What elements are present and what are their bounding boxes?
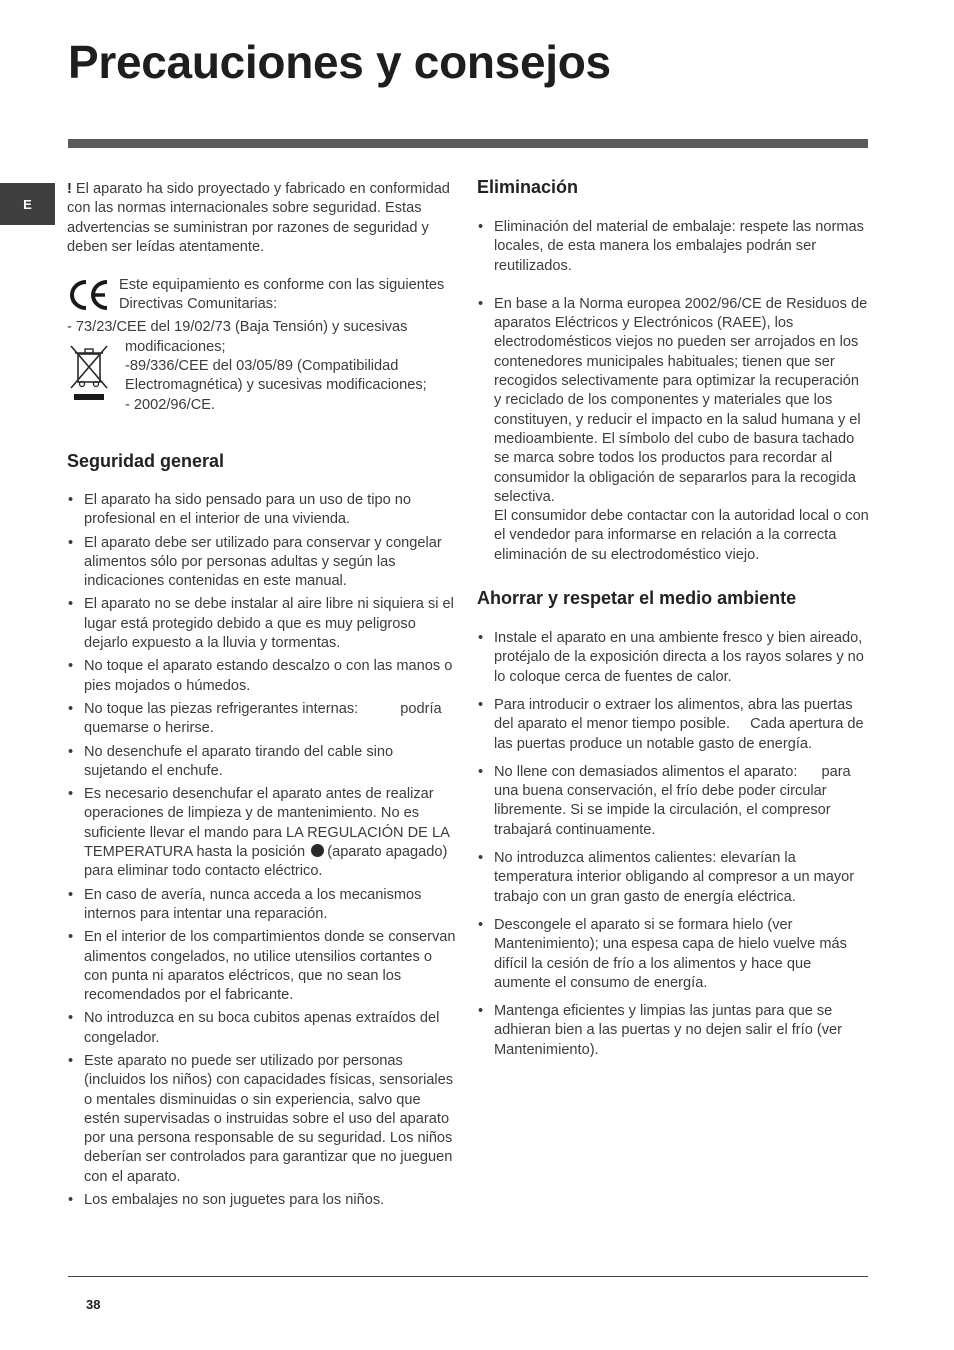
list-item: • En caso de avería, nunca acceda a los mecanismos internos para intentar una reparación. (67, 886, 459, 925)
warning-mark: ! (67, 181, 72, 197)
section-heading-seguridad: Seguridad general (67, 450, 225, 471)
list-item: • No introduzca alimentos calientes: elevarían la temperatura interior obligando al compresor a un mayor trabajo con un gran gasto de energía eléctrica. (477, 849, 870, 907)
ce-text-5: - 2002/96/CE. (125, 396, 216, 413)
list-item: • No toque el aparato estando descalzo o con las manos o pies mojados o húmedos. (67, 657, 459, 696)
list-item: • Los embalajes no son juguetes para los niños. (67, 1191, 459, 1210)
list-item-text: Para introducir o extraer los alimentos, abra las puertas del aparato el menor tiempo posible. (494, 696, 853, 733)
seguridad-list (67, 491, 459, 1210)
list-item (67, 700, 459, 739)
ce-text-1: Este equipamiento es conforme con las siguientes Directivas Comunitarias: (119, 277, 445, 313)
ce-text-4: -89/336/CEE del 03/05/89 (Compatibilidad Electromagnética) y sucesivas modificaciones; (125, 358, 427, 394)
list-item (67, 785, 459, 881)
list-item: • El aparato no se debe instalar al aire libre ni siquiera si el lugar está protegido debido a que es muy peligroso dejarlo expuesto a la lluvia y tormentas. (67, 595, 459, 653)
list-item-text: podría quemarse o herirse. (84, 700, 442, 737)
page-title: Precauciones y consejos (68, 36, 611, 88)
list-item: • Mantenga eficientes y limpias las juntas para que se adhieran bien a las puertas y no dejen salir el frío (ver Mantenimiento). (477, 1002, 870, 1060)
off-position-icon (311, 844, 324, 857)
header-rule (68, 139, 868, 148)
ahorrar-list (477, 629, 870, 1060)
list-item: • El aparato debe ser utilizado para conservar y congelar alimentos sólo por personas adultas y según las indicaciones contenidas en este manual. (67, 534, 459, 592)
intro-text: El aparato ha sido proyectado y fabricado en conformidad con las normas internacionales sobre seguridad. Estas advertencias se suministran por razones de seguridad y deben ser leídas atentamente. (67, 181, 450, 255)
ce-text-2: - 73/23/CEE del 19/02/73 (Baja Tensión) y sucesivas (67, 319, 408, 336)
section-heading-eliminacion: Eliminación (477, 177, 579, 197)
right-column (477, 176, 870, 1069)
list-item: • Instale el aparato en una ambiente fresco y bien aireado, protéjalo de la exposición directa a los rayos solares y no lo coloque cerca de fuentes de calor. (477, 629, 870, 687)
list-item-text: Es necesario desenchufar el aparato antes de realizar operaciones de limpieza y de mantenimiento. No es suficiente llevar el mando para LA REGULACIÓN DE LA TEMPERATURA hasta la posición (84, 786, 450, 861)
list-item: • En el interior de los compartimientos donde se conservan alimentos congelados, no utilice utensilios cortantes o con punta ni aparatos eléctricos, que no sean los recomendados por el fabricante. (67, 928, 459, 1005)
list-item-text: El consumidor debe contactar con la autoridad local o con el vendedor para informarse en relación a la correcta eliminación de su electrodoméstico viejo. (494, 508, 869, 563)
left-column (67, 180, 459, 1214)
list-item (477, 763, 870, 840)
list-item: • Eliminación del material de embalaje: respete las normas locales, de esta manera los embalajes podrán ser reutilizados. (477, 218, 870, 276)
list-item-text: En base a la Norma europea 2002/96/CE de Residuos de aparatos Eléctricos y Electrónicos (RAEE), los electrodomésticos viejos no pueden ser arrojados en los contenedores municipales habituales; tienen que ser recogidos selectivamente para optimizar la recuperación y reciclado de los componentes y materiales que los constituyen, y reducir el impacto en la salud humana y el medioambiente. El símbolo del cubo de basura tachado se marca sobre todos los productos para recordar al consumidor la obligación de separarlos para la recogida selectiva. (494, 295, 868, 505)
list-item-text: para una buena conservación, el frío debe poder circular libremente. Si se impide la circulación, el compresor trabajará continuamente. (494, 763, 851, 838)
crossed-bin-icon (67, 338, 125, 415)
conformity-block (67, 276, 459, 415)
intro-paragraph (67, 180, 459, 257)
list-item: • Este aparato no puede ser utilizado por personas (incluidos los niños) con capacidades físicas, sensoriales o mentales disminuidas o sin experiencia, salvo que estén supervisadas o instruidas sobre el uso del aparato por una persona responsable de su seguridad. Los niños deberían ser controlados para garantizar que no jueguen con el aparato. (67, 1052, 459, 1187)
list-item (477, 696, 870, 754)
list-item: • No desenchufe el aparato tirando del cable sino sujetando el enchufe. (67, 743, 459, 782)
ce-text-3: modificaciones; (125, 338, 226, 355)
footer-rule (68, 1276, 868, 1277)
list-item (477, 295, 870, 565)
list-item: • El aparato ha sido pensado para un uso de tipo no profesional en el interior de una vivienda. (67, 491, 459, 530)
list-item-text: Cada apertura de las puertas produce un notable gasto de energía. (494, 716, 864, 752)
list-item-text: (aparato apagado) para eliminar todo contacto eléctrico. (84, 844, 448, 880)
list-item: • No introduzca en su boca cubitos apenas extraídos del congelador. (67, 1009, 459, 1048)
section-heading-ahorrar: Ahorrar y respetar el medio ambiente (477, 588, 797, 609)
list-item: • Descongele el aparato si se formara hielo (ver Mantenimiento); una espesa capa de hielo vuelve más difícil la cesión de frío a los alimentos y hace que aumente el consumo de energía. (477, 916, 870, 993)
eliminacion-list (477, 218, 870, 565)
page-number: 38 (86, 1297, 101, 1312)
language-tab: E (0, 183, 55, 225)
ce-mark-icon (67, 276, 113, 318)
list-item-text: No llene con demasiados alimentos el aparato: (494, 763, 798, 780)
list-item-text: No toque las piezas refrigerantes internas: (84, 700, 359, 717)
